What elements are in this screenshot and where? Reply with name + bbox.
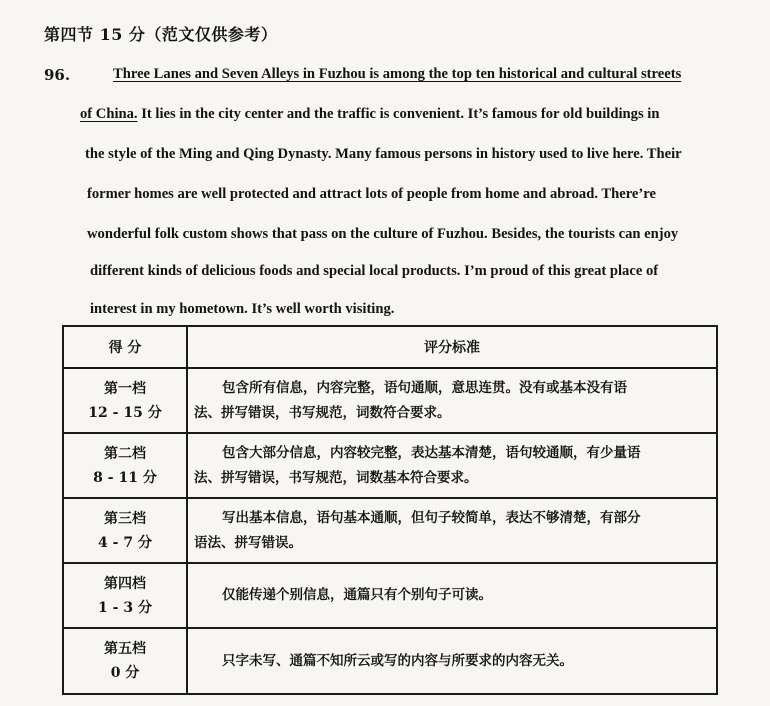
- table-row: [63, 433, 717, 498]
- criteria-text-cont: 法、拼写错误，书写规范，词数基本符合要求。: [194, 469, 478, 486]
- band-range: 8 - 11 分: [93, 469, 157, 486]
- band-range: 12 - 15 分: [88, 404, 162, 421]
- question-number: 96.: [44, 66, 71, 84]
- criteria-cell: [187, 628, 717, 694]
- essay-line-2-rest: It lies in the city center and the traffic is convenient. It’s famous for old buildings in: [137, 106, 660, 122]
- essay-line-7: interest in my hometown. It’s well worth visiting.: [90, 301, 395, 317]
- table-row: [63, 498, 717, 563]
- criteria-text-cont: 语法、拼写错误。: [194, 534, 302, 551]
- criteria-cell: [187, 498, 717, 563]
- essay-line-5: wonderful folk custom shows that pass on the culture of Fuzhou. Besides, the tourists can enjoy: [87, 226, 679, 242]
- criteria-cell: [187, 563, 717, 628]
- criteria-text: 只字未写、通篇不知所云或写的内容与所要求的内容无关。: [222, 652, 573, 669]
- band-name: 第五档: [104, 641, 146, 657]
- essay-line-1: Three Lanes and Seven Alleys in Fuzhou is among the top ten historical and cultural streets: [113, 66, 682, 82]
- header-criteria: 评分标准: [187, 326, 717, 368]
- essay-line-6: different kinds of delicious foods and special local products. I’m proud of this great place of: [90, 263, 659, 279]
- band-name: 第三档: [104, 510, 146, 527]
- band-range: 4 - 7 分: [98, 534, 152, 551]
- criteria-text-cont: 法、拼写错误，书写规范，词数符合要求。: [194, 404, 451, 421]
- band-name: 第二档: [104, 445, 146, 462]
- band-range: 0 分: [110, 665, 140, 681]
- table-row: [63, 368, 717, 433]
- band-cell: [63, 433, 187, 498]
- band-name: 第一档: [104, 380, 146, 397]
- essay-line-2: [80, 106, 659, 123]
- band-cell: [63, 563, 187, 628]
- essay-line-3: the style of the Ming and Qing Dynasty. Many famous persons in history used to live here. Their: [85, 146, 682, 162]
- table-row: [63, 563, 717, 628]
- essay-line-4: former homes are well protected and attract lots of people from home and abroad. There’re: [87, 186, 656, 202]
- criteria-cell: [187, 433, 717, 498]
- band-name: 第四档: [104, 575, 146, 592]
- band-cell: [63, 368, 187, 433]
- criteria-cell: [187, 368, 717, 433]
- criteria-text: 包含大部分信息，内容较完整，表达基本清楚，语句较通顺，有少量语: [222, 444, 641, 461]
- band-range: 1 - 3 分: [98, 599, 152, 616]
- scoring-table: [62, 325, 718, 695]
- criteria-text: 仅能传递个别信息，通篇只有个别句子可读。: [222, 587, 492, 603]
- header-score: 得 分: [63, 326, 187, 368]
- table-row: [63, 628, 717, 694]
- criteria-text: 包含所有信息，内容完整，语句通顺，意思连贯。没有或基本没有语: [222, 379, 627, 396]
- essay-line-2-underlined: of China.: [80, 106, 138, 122]
- table-header-row: [63, 326, 717, 368]
- section-heading: 第四节 15 分（范文仅供参考）: [44, 25, 278, 44]
- model-essay: [0, 0, 770, 330]
- band-cell: [63, 628, 187, 694]
- band-cell: [63, 498, 187, 563]
- criteria-text: 写出基本信息，语句基本通顺，但句子较简单，表达不够清楚，有部分: [222, 509, 641, 526]
